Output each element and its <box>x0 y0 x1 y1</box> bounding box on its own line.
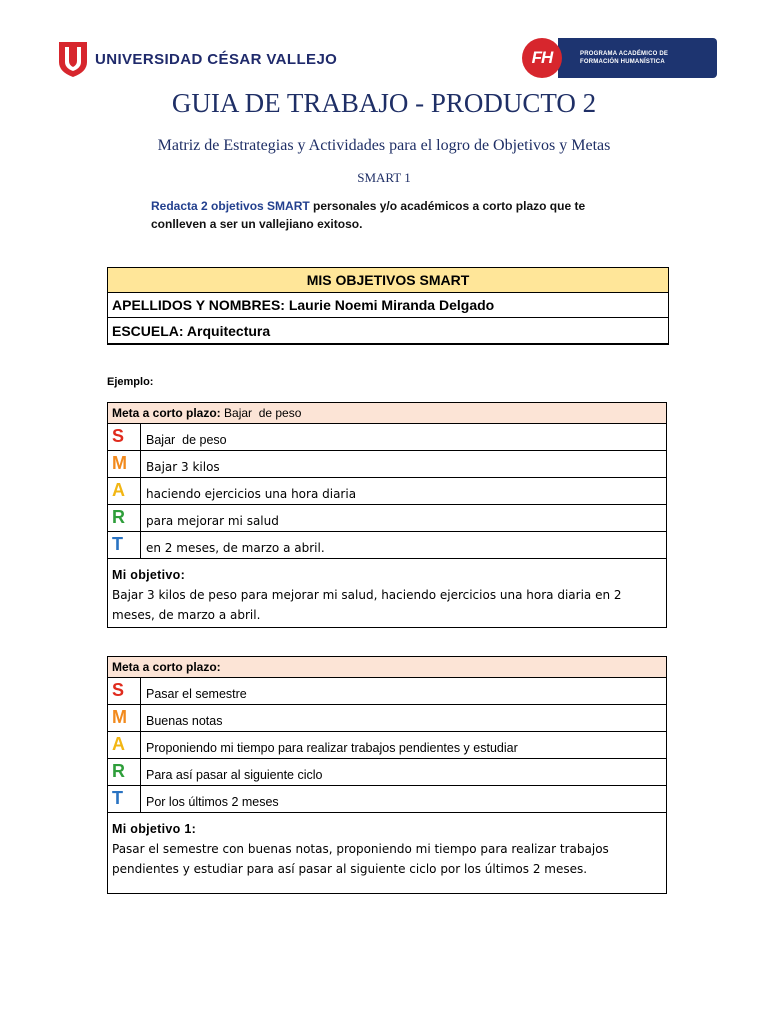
smart-row-m <box>108 705 666 732</box>
smart-row-a <box>108 732 666 759</box>
my-goal-row <box>108 657 666 678</box>
smart-value-s: Pasar el semestre <box>146 687 247 701</box>
smart-row-s <box>108 424 666 451</box>
smart-letter-m: M <box>108 705 141 731</box>
smart-value-a: haciendo ejercicios una hora diaria <box>146 487 357 501</box>
smart-label: SMART 1 <box>357 170 411 185</box>
smart-letter-t: T <box>108 786 141 812</box>
smart-letter-a: A <box>108 478 141 504</box>
ucv-logo <box>57 40 337 78</box>
smart-row-r <box>108 759 666 786</box>
instruction-rest: personales y/o académicos a corto plazo que te conlleven a ser un vallejiano exitoso. <box>151 199 586 231</box>
smart-letter-r: R <box>108 505 141 531</box>
fh-logo <box>520 38 717 78</box>
university-name: UNIVERSIDAD CÉSAR VALLEJO <box>95 50 338 68</box>
objective-text: Pasar el semestre con buenas notas, proponiendo mi tiempo para realizar trabajos pendientes y estudiar para así pasar al siguiente ciclo por los últimos 2 meses. <box>112 842 609 876</box>
smart-letter-a: A <box>108 732 141 758</box>
smart-row-r <box>108 505 666 532</box>
goal-value: Bajar de peso <box>220 406 302 420</box>
instruction-highlight: Redacta 2 objetivos SMART <box>151 199 310 213</box>
example-smart-table <box>107 402 667 628</box>
objective-label: Mi objetivo 1: <box>112 822 197 836</box>
smart-row-m <box>108 451 666 478</box>
smart-value-t: Por los últimos 2 meses <box>146 795 279 809</box>
page-subtitle: Matriz de Estrategias y Actividades para el logro de Objetivos y Metas <box>157 137 611 154</box>
instruction <box>151 197 631 233</box>
smart-value-t: en 2 meses, de marzo a abril. <box>146 541 325 555</box>
smart-value-m: Buenas notas <box>146 714 223 728</box>
smart-value-s: Bajar de peso <box>146 433 227 447</box>
student-school: ESCUELA: Arquitectura <box>112 322 271 339</box>
smart-letter-r: R <box>108 759 141 785</box>
my-smart-table <box>107 656 667 894</box>
example-objective <box>108 559 666 627</box>
smart-value-r: Para así pasar al siguiente ciclo <box>146 768 323 782</box>
my-objective <box>108 813 666 893</box>
student-name: APELLIDOS Y NOMBRES: Laurie Noemi Miranda Delgado <box>108 293 668 318</box>
smart-letter-t: T <box>108 532 141 558</box>
objective-label: Mi objetivo: <box>112 568 186 582</box>
fh-badge: FH <box>522 38 562 78</box>
smart-row-t <box>108 532 666 559</box>
smart-value-m: Bajar 3 kilos <box>146 460 220 474</box>
smart-value-a: Proponiendo mi tiempo para realizar trabajos pendientes y estudiar <box>146 741 518 755</box>
goal-label: Meta a corto plazo: <box>112 406 221 420</box>
example-goal-row <box>108 403 666 424</box>
fh-program-text: PROGRAMA ACADÉMICO DE FORMACIÓN HUMANÍSTICA <box>580 51 669 65</box>
ucv-shield-icon <box>57 40 89 78</box>
smart-row-a <box>108 478 666 505</box>
smart-letter-m: M <box>108 451 141 477</box>
page-title: GUIA DE TRABAJO - PRODUCTO 2 <box>171 88 597 118</box>
objectives-heading: MIS OBJETIVOS SMART <box>108 268 668 293</box>
goal-label: Meta a corto plazo: <box>112 660 221 674</box>
objectives-table <box>107 267 669 345</box>
example-label: Ejemplo: <box>107 376 154 388</box>
smart-letter-s: S <box>108 678 141 704</box>
smart-letter-s: S <box>108 424 141 450</box>
smart-value-r: para mejorar mi salud <box>146 514 279 528</box>
smart-row-s <box>108 678 666 705</box>
objective-text: Bajar 3 kilos de peso para mejorar mi salud, haciendo ejercicios una hora diaria en 2 meses, de marzo a abril. <box>112 588 622 622</box>
smart-row-t <box>108 786 666 813</box>
